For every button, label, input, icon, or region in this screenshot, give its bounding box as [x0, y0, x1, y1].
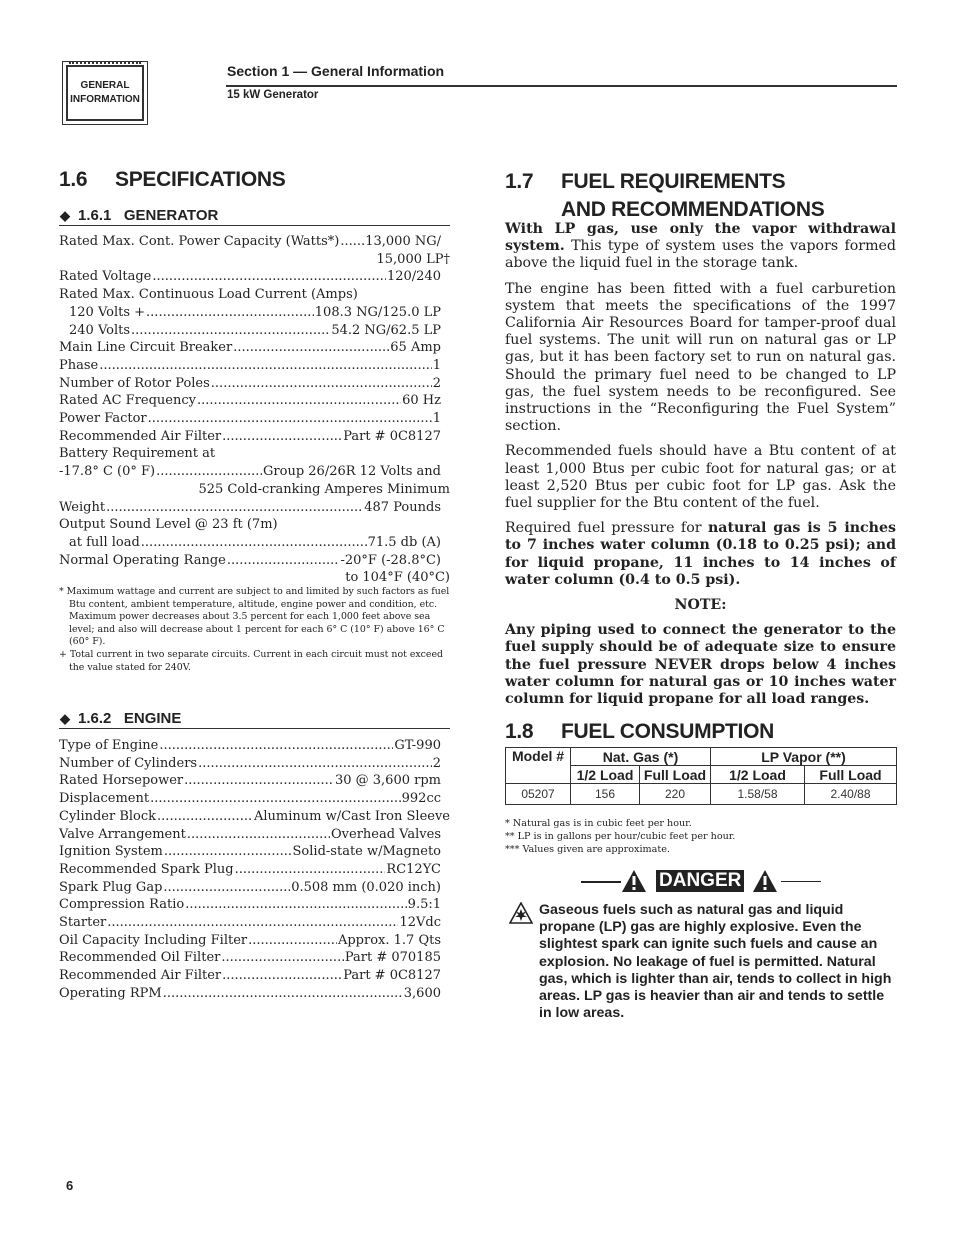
- document-subtitle: 15 kW Generator: [227, 89, 319, 101]
- sub-header: 1/2 Load: [711, 766, 805, 784]
- subheading-text: 1.6.2 ENGINE: [78, 710, 182, 727]
- table-cell: 220: [640, 784, 711, 805]
- table-cell: 156: [571, 784, 640, 805]
- spec-row-120v: 120 Volts + ..... 108.3 NG/125.0 LP: [59, 304, 441, 322]
- subheading-rule: [59, 728, 450, 729]
- danger-rule-right: [781, 881, 821, 882]
- spec-row-240v: 240 Volts ..... 54.2 NG/62.5 LP: [59, 322, 441, 340]
- sub-header: 1/2 Load: [571, 766, 640, 784]
- spec-row-engine: Recommended Spark Plug ..... RC12YC: [59, 861, 441, 879]
- table-cell: 05207: [506, 784, 571, 805]
- diamond-icon: ◆: [60, 208, 70, 223]
- spec-row-poles: Number of Rotor Poles ..... 2: [59, 375, 441, 393]
- spec-row-air-filter: Recommended Air Filter ..... Part # 0C8127: [59, 428, 441, 446]
- spec-row-battery: Battery Requirement at: [59, 446, 216, 462]
- header-model: Model #: [506, 748, 571, 784]
- paragraph-btu: Recommended fuels should have a Btu content of at least 1,000 Btus per cubic foot for natural gas; or at least 2,520 Btus per cubic foot for LP gas. Ask the fuel supplier for the Btu content of the fuel.: [505, 443, 896, 512]
- page-number: 6: [66, 1178, 74, 1193]
- diamond-icon: ◆: [60, 711, 70, 726]
- note-label: NOTE:: [674, 597, 727, 614]
- paragraph-vapor: With LP gas, use only the vapor withdrawal system. This type of system uses the vapors formed above the liquid fuel in the storage tank.: [505, 221, 896, 272]
- sub-header: Full Load: [640, 766, 711, 784]
- general-information-badge: [62, 61, 148, 125]
- spec-row-phase: Phase ..... 1: [59, 357, 441, 375]
- spec-row-engine: Valve Arrangement ..... Overhead Valves: [59, 826, 441, 844]
- spec-row-engine: Rated Horsepower ..... 30 @ 3,600 rpm: [59, 772, 441, 790]
- explosion-hazard-icon: [509, 902, 533, 924]
- note-natural-gas: * Natural gas is in cubic feet per hour.: [505, 818, 692, 829]
- spec-row-engine: Cylinder Block ..... Aluminum w/Cast Iron Sleeve: [59, 808, 450, 826]
- heading-text: FUEL CONSUMPTION: [561, 720, 774, 743]
- danger-label: DANGER: [656, 870, 744, 892]
- spec-row-power-cont: 15,000 LP†: [376, 251, 450, 267]
- fuel-requirements-heading: [505, 168, 824, 224]
- header-nat-gas: Nat. Gas (*): [571, 748, 711, 766]
- badge-label: [66, 65, 144, 121]
- spec-row-engine: Operating RPM ..... 3,600: [59, 985, 441, 1003]
- spec-row-battery-temp: -17.8° C (0° F) ..... Group 26/26R 12 Volts and: [59, 463, 441, 481]
- sub-header: Full Load: [805, 766, 897, 784]
- subheading-text: 1.6.1 GENERATOR: [78, 207, 219, 224]
- spec-row-engine: Ignition System ..... Solid-state w/Magneto: [59, 843, 441, 861]
- heading-number: 1.6: [59, 168, 88, 191]
- paragraph-pressure: Required fuel pressure for natural gas is 5 inches to 7 inches water column (0.18 to 0.25 psi); and for liquid propane, 11 inches to 14 inches of water column (0.4 to 0.5 psi).: [505, 520, 897, 588]
- spec-row-engine: Compression Ratio ..... 9.5:1: [59, 896, 441, 914]
- heading-number: 1.7: [505, 170, 534, 193]
- generator-spec-list: [59, 233, 450, 587]
- spec-row-engine: Spark Plug Gap ..... 0.508 mm (0.020 inch): [59, 879, 441, 897]
- danger-banner: [581, 869, 821, 895]
- engine-spec-list: [59, 737, 450, 1003]
- spec-row-power-factor: Power Factor ..... 1: [59, 410, 441, 428]
- warning-triangle-icon: [752, 869, 778, 893]
- footnote-wattage: * Maximum wattage and current are subject to and limited by such factors as fuel Btu content, ambient temperature, altitude, engine power and condition, etc. Maximum power decreases about 3.5 percent for each 1,000 feet above sea level; and also will decrease about 1 percent for each 6° C (10° F) above 16° C (60° F).: [59, 586, 450, 648]
- spec-row-frequency: Rated AC Frequency ..... 60 Hz: [59, 392, 441, 410]
- subheading-rule: [59, 225, 450, 226]
- spec-row-weight: Weight ..... 487 Pounds: [59, 499, 441, 517]
- note-lp: ** LP is in gallons per hour/cubic feet per hour.: [505, 830, 736, 842]
- danger-text: Gaseous fuels such as natural gas and liquid propane (LP) gas are highly explosive. Even the slightest spark can ignite such fuels and cause an explosion. No leakage of fuel is permitted. Natural gas, which is lighter than air, tends to collect in high areas. LP gas is heavier than air and tends to settle in low areas.: [539, 902, 892, 1022]
- fuel-requirements-body: [505, 221, 896, 708]
- spec-row-engine: Type of Engine ..... GT-990: [59, 737, 441, 755]
- spec-row-sound: Output Sound Level @ 23 ft (7m): [59, 517, 278, 533]
- specifications-heading: [59, 168, 285, 192]
- heading-line-2: AND RECOMMENDATIONS: [561, 198, 825, 221]
- spec-row-engine: Recommended Air Filter ..... Part # 0C8127: [59, 967, 441, 985]
- note-text: Any piping used to connect the generator to the fuel supply should be of adequate size to ensure the fuel pressure NEVER drops below 4 inches water column for natural gas or 10 inches water column for liquid propane for all load ranges.: [505, 622, 896, 708]
- note-approximate: *** Values given are approximate.: [505, 843, 670, 855]
- paragraph-carburetion: The engine has been fitted with a fuel carburetion system that meets the specifications of the 1997 California Air Resources Board for tamper-proof dual fuel systems. The unit will run on natural gas or LP gas, but it has been factory set to run on natural gas. Should the primary fuel need to be changed to LP gas, the fuel system needs to be reconfigured. See instructions in the “Reconfiguring the Fuel System” section.: [505, 280, 896, 435]
- spec-row-engine: Displacement ..... 992cc: [59, 790, 441, 808]
- spec-row-breaker: Main Line Circuit Breaker ..... 65 Amp: [59, 339, 441, 357]
- spec-row-battery-cont: 525 Cold-cranking Amperes Minimum: [198, 481, 450, 497]
- fuel-consumption-heading: [505, 720, 774, 744]
- badge-line-1: GENERAL: [80, 80, 130, 91]
- spec-row-voltage: Rated Voltage ..... 120/240: [59, 268, 441, 286]
- header-lp-vapor: LP Vapor (**): [711, 748, 897, 766]
- spec-row-op-range: Normal Operating Range ..... -20°F (-28.8°C): [59, 552, 441, 570]
- footnote-current: + Total current in two separate circuits. Current in each circuit must not exceed the value stated for 240V.: [59, 648, 444, 673]
- header-rule: [226, 85, 897, 87]
- danger-rule-left: [581, 881, 621, 883]
- spec-row-engine: Starter ..... 12Vdc: [59, 914, 441, 932]
- spec-row-sound-full: at full load ..... 71.5 db (A): [59, 534, 441, 552]
- spec-row-load-current: Rated Max. Continuous Load Current (Amps): [59, 287, 358, 303]
- table-cell: 2.40/88: [805, 784, 897, 805]
- spec-row-engine: Recommended Oil Filter ..... Part # 070185: [59, 949, 441, 967]
- spec-row-op-range-cont: to 104°F (40°C): [345, 570, 450, 586]
- spec-row-engine: Oil Capacity Including Filter ..... Approx. 1.7 Qts: [59, 932, 441, 950]
- heading-number: 1.8: [505, 720, 534, 743]
- table-row: [506, 784, 897, 805]
- generator-subheading: [60, 207, 450, 224]
- generator-footnotes: [59, 586, 450, 674]
- table-cell: 1.58/58: [711, 784, 805, 805]
- section-title: Section 1 — General Information: [227, 63, 445, 79]
- spec-row-power: Rated Max. Cont. Power Capacity (Watts*) ..... 13,000 NG/: [59, 233, 441, 251]
- warning-triangle-icon: [621, 869, 647, 893]
- fuel-consumption-table: [505, 747, 897, 805]
- engine-subheading: [60, 710, 450, 727]
- badge-line-2: INFORMATION: [70, 94, 140, 105]
- heading-text: SPECIFICATIONS: [115, 168, 286, 191]
- heading-line-1: FUEL REQUIREMENTS: [561, 170, 786, 193]
- fuel-consumption-notes: [505, 818, 896, 856]
- spec-row-engine: Number of Cylinders ..... 2: [59, 755, 441, 773]
